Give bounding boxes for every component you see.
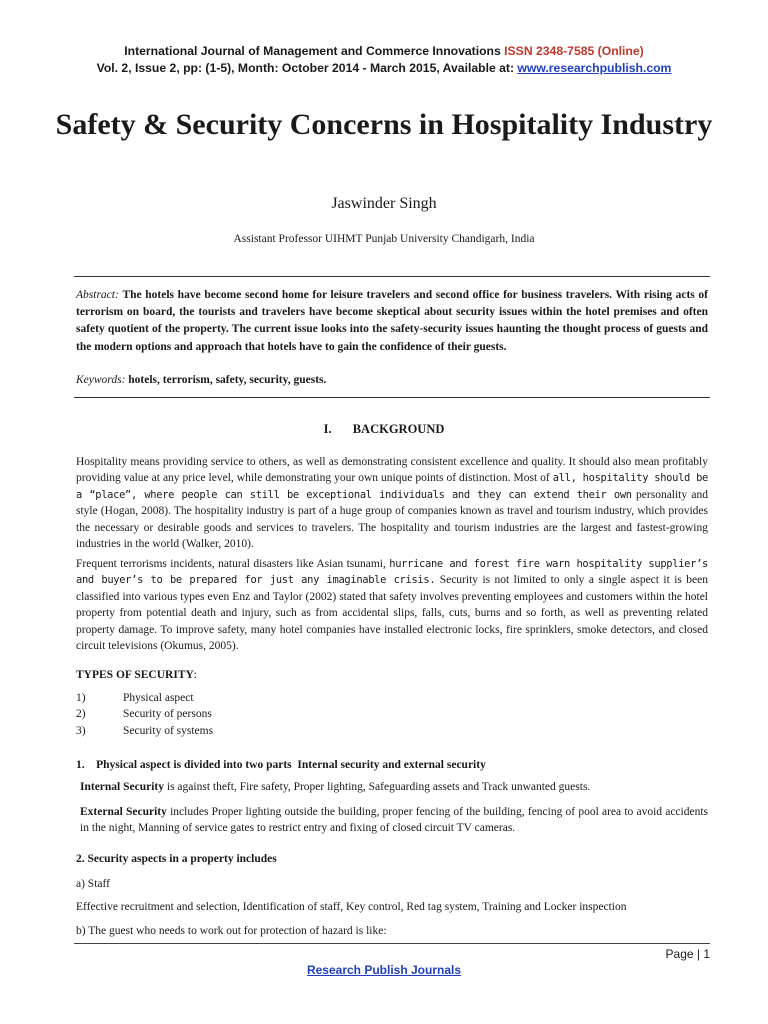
types-heading: [76, 669, 197, 681]
paragraph: [76, 454, 708, 552]
types-heading-colon: :: [193, 669, 197, 681]
list-number: 1): [76, 692, 86, 704]
abstract-text: The hotels have become second home for leisure travelers and second office for business travelers. With rising acts of terrorism on board, the tourists and travelers have become skeptical about security issues within the hotel premises and often safety quotient of the property. The current issue looks into the safety-security issues haunting the thought process of guests and the modern options and approach that hotels have to gain the confidence of their guests.: [76, 289, 708, 353]
list-number: 3): [76, 724, 86, 737]
list-item: [76, 706, 213, 722]
paragraph: a) Staff: [76, 878, 110, 890]
paragraph-text: is against theft, Fire safety, Proper lighting, Safeguarding assets and Track unwanted guests.: [166, 781, 591, 793]
section-number: I.: [323, 422, 332, 436]
internal-security-label: Internal Security: [80, 781, 165, 793]
list-number: 2): [76, 708, 86, 721]
section-heading: [0, 422, 768, 437]
paragraph: Effective recruitment and selection, Identification of staff, Key control, Red tag system, Training and Locker inspection: [76, 901, 627, 913]
keywords-text: hotels, terrorism, safety, security, guests.: [128, 374, 327, 386]
list-label: Security of systems: [123, 724, 214, 737]
page-number: Page | 1: [665, 947, 710, 961]
footer-divider: [74, 943, 710, 944]
author-affiliation: Assistant Professor UIHMT Punjab University Chandigarh, India: [233, 233, 535, 245]
paragraph-text-handwritten: and buyer’s to be prepared for just any imaginable crisis.: [76, 574, 436, 587]
external-security-label: External Security: [80, 806, 167, 818]
paragraph-text-handwritten: all, hospitality should be a “place”, where people can still be exceptional individuals and they can extend their own: [76, 472, 708, 501]
list-item: [76, 690, 213, 706]
divider: [74, 397, 710, 398]
divider: [74, 276, 710, 277]
abstract-label: Abstract:: [76, 289, 119, 301]
paragraph-text: personality and style (Hogan, 2008). The hospitality industry is part of a huge group of companies known as travel and tourism industry, which provides the necessary or desirable goods and services to travelers. The hospitality and tourism industries are the largest and fastest-growing industries in the world (Walker, 2010).: [76, 488, 709, 551]
author-name: Jaswinder Singh: [331, 195, 437, 212]
paragraph-text: Frequent terrorisms incidents, natural disasters like Asian tsunami,: [76, 558, 386, 570]
issn: ISSN 2348-7585 (Online): [504, 44, 644, 58]
paragraph: [76, 556, 708, 654]
list-item: [76, 723, 213, 739]
paragraph: [80, 779, 708, 795]
paragraph-text: Security is not limited to only a single aspect it is been classified into various types even Enz and Taylor (2002) stated that safety involves preventing employees and customers within the hotel property from potential death and injury, such as from accidental slips, falls, cuts, burns and so forth, as well as preventing related property damage. To improve safety, many hotel companies have installed electronic locks, fire sprinklers, smoke detectors, and closed circuit televisions (Okumus, 2005).: [76, 574, 708, 653]
section-title: BACKGROUND: [352, 422, 445, 436]
subheading: 1. Physical aspect is divided into two parts Internal security and external security: [76, 759, 486, 771]
paragraph-text: includes Proper lighting outside the building, proper fencing of the building, fencing of pool area to avoid accidents in the night, Manning of service gates to restrict entry and fixing of closed circuit TV cameras.: [80, 806, 708, 835]
list-label: Physical aspect: [123, 692, 194, 704]
paragraph-text: Hospitality means providing service to others, as well as demonstrating consistent excellence and quality. It should also mean profitably providing value at any price level, while demonstrating your own unique points of distinction. Most of: [76, 456, 708, 485]
paper-title: Safety & Security Concerns in Hospitality Industry: [55, 108, 713, 141]
abstract: [76, 287, 708, 356]
journal-url-link[interactable]: www.researchpublish.com: [517, 61, 672, 75]
list-label: Security of persons: [123, 708, 212, 721]
publisher-link[interactable]: Research Publish Journals: [306, 963, 462, 977]
subheading: 2. Security aspects in a property includes: [76, 853, 277, 865]
paragraph-text-handwritten: hurricane and forest fire warn hospitality supplier’s: [389, 558, 708, 570]
paragraph: [80, 804, 708, 837]
types-list: [76, 690, 213, 739]
types-heading-text: TYPES OF SECURITY: [76, 669, 194, 681]
issue-info: Vol. 2, Issue 2, pp: (1-5), Month: October 2014 - March 2015, Available at:: [96, 61, 515, 75]
paragraph: b) The guest who needs to work out for protection of hazard is like:: [76, 925, 387, 937]
keywords-label: Keywords:: [76, 374, 126, 386]
journal-header: [0, 43, 768, 77]
keywords: [76, 374, 708, 386]
journal-name: International Journal of Management and Commerce Innovations: [124, 44, 501, 58]
